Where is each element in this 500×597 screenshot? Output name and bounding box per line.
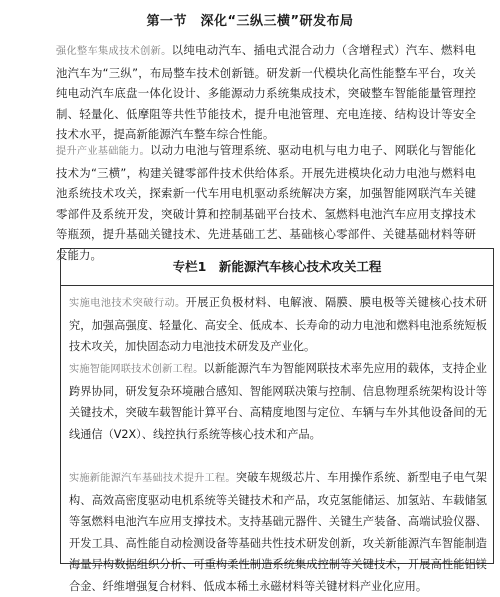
box-item-lead: 实施电池技术突破行动。 [69, 298, 186, 309]
box-item-connected [69, 358, 487, 445]
box-item-lead: 实施智能网联技术创新工程。 [69, 364, 204, 375]
column-box-title: 专栏1 新能源汽车核心技术攻关工程 [61, 249, 493, 286]
paragraph-text: 以动力电池与管理系统、驱动电机与电力电子、网联化与智能化技术为“三横”，构建关键零部件技术供给体系。开展先进模块化动力电池与燃料电池系统技术攻关，探索新一代车用电机驱动系统解决方案，加强智能网联汽车关键零部件及系统开发，突破计算和控制基础平台技术、氢燃料电池汽车应用支撑技术等瓶颈，提升基础关键技术、先进基础工艺、基础核心零部件、关键基础材料等研发能力。 [56, 143, 476, 262]
box-item-text: 开展正负极材料、电解液、隔膜、膜电极等关键核心技术研究，加强高强度、轻量化、高安全、低成本、长寿命的动力电池和燃料电池系统短板技术攻关，加快固态动力电池技术研发及产业化。 [69, 296, 487, 353]
paragraph-lead: 提升产业基础能力。 [56, 146, 151, 157]
box-item-text: 以新能源汽车为智能网联技术率先应用的载体，支持企业跨界协同，研发复杂环境融合感知、智能网联决策与控制、信息物理系统架构设计等关键技术，突破车载智能计算平台、高精度地图与定位、车辆与车外其他设备间的无线通信（V2X）、线控执行系统等核心技术和产品。 [69, 362, 487, 441]
box-item-battery [69, 292, 487, 358]
paragraph-vehicle-integration [56, 40, 476, 145]
box-item-lead: 实施新能源汽车基础技术提升工程。 [69, 473, 236, 484]
paragraph-lead: 强化整车集成技术创新。 [56, 46, 172, 57]
section-title: 第一节 深化“三纵三横”研发布局 [146, 14, 354, 29]
paragraph-industry-foundation [56, 140, 476, 265]
box-item-foundation [69, 467, 487, 597]
paragraph-text: 以纯电动汽车、插电式混合动力（含增程式）汽车、燃料电池汽车为“三纵”，布局整车技术创新链。研发新一代模块化高性能整车平台，攻关纯电动汽车底盘一体化设计、多能源动力系统集成技术，突破整车智能能量管理控制、轻量化、低摩阻等共性节能技术，提升电池管理、充电连接、结构设计等安全技术水平，提高新能源汽车整车综合性能。 [56, 43, 476, 141]
box-item-text: 突破车规级芯片、车用操作系统、新型电子电气架构、高效高密度驱动电机系统等关键技术和产品，攻克氢能储运、加氢站、车载储氢等氢燃料电池汽车应用支撑技术。支持基础元器件、关键生产装备、高端试验仪器、开发工具、高性能自动检测设备等基础共性技术研发创新，攻关新能源汽车智能制造海量异构数据组织分析、可重构柔性制造系统集成控制等关键技术，开展高性能铝镁合金、纤维增强复合材料、低成本稀土永磁材料等关键材料产业化应用。 [69, 471, 487, 593]
column-box [60, 248, 494, 593]
